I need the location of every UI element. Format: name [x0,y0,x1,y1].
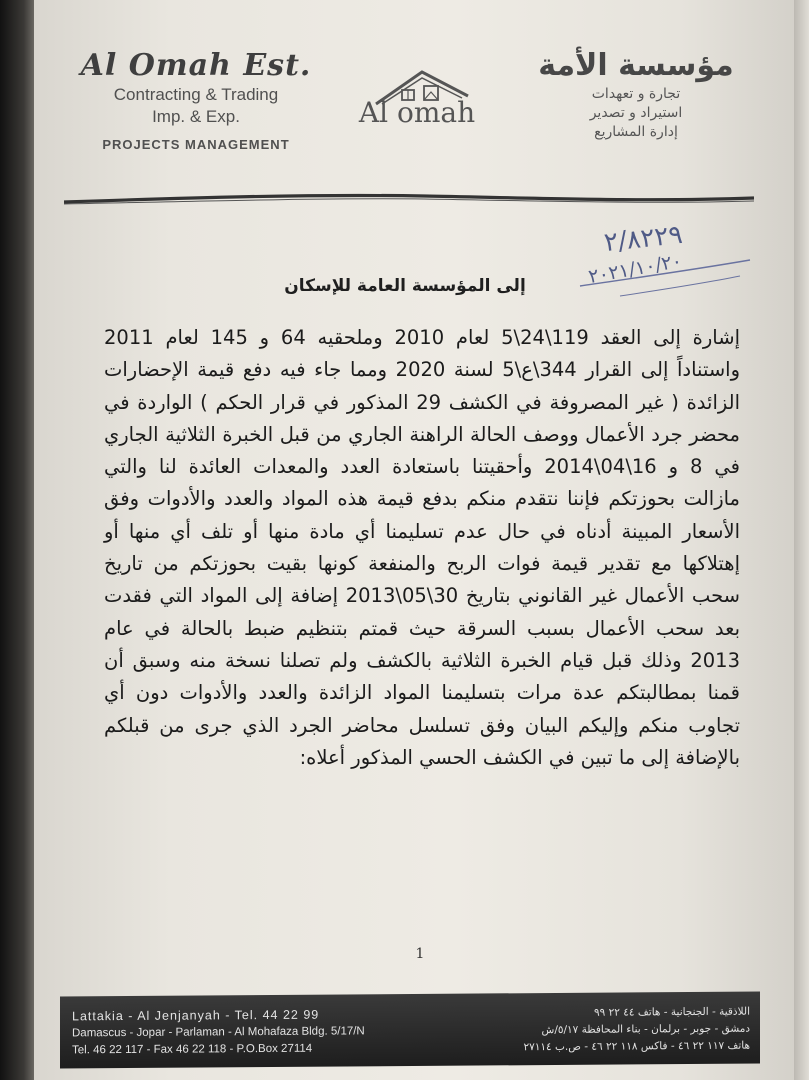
footer-lattakia-en: Lattakia - Al Jenjanyah - Tel. 44 22 99 [72,1007,320,1024]
handwritten-number: ٢/٨٢٢٩ [602,219,684,259]
recipient-line: إلى المؤسسة العامة للإسكان [284,276,526,296]
footer-lattakia-ar: اللاذقية - الجنجانية - هاتف ٤٤ ٢٢ ٩٩ [594,1005,750,1019]
company-activity-en: Contracting & Trading [113,85,279,104]
footer-phone-en: Tel. 46 22 117 - Fax 46 22 118 - P.O.Box 27114 [72,1042,313,1057]
handwritten-date: ٢٠٢١/١٠/٢٠ [586,249,684,289]
background-shadow [0,0,34,1080]
handwritten-reference [560,214,760,304]
footer-contacts-en [72,1006,402,1059]
letterhead-english [66,48,326,152]
company-name-ar: مؤسسة الأمة [538,48,734,83]
footer-damascus-ar: دمشق - جوبر - برلمان - بناء المحافظة ٥/١٧/ش [541,1022,750,1037]
footer-contacts-ar [440,1004,750,1057]
logo-text: Al omah [358,96,476,129]
letter-body: إشارة إلى العقد 119\24\5 لعام 2010 وملحقيه 64 و 145 لعام 2011 واستناداً إلى القرار 344\ع\5 لسنة 2020 ومما جاء فيه دفع قيمة الإحضارات الزائدة ( غير المصروفة في الكشف 29 المذكور في قرار الحكم ) الواردة في محضر جرد الأعمال ووصف الحالة الراهنة الجاري من قبل الخبرة الثلاثية الجاري في 8 و 16\04\2014 وأحقيتنا باستعادة العدد والمعدات العائدة لنا والتي مازالت بحوزتكم فإننا نتقدم منكم بدفع قيمة هذه المواد والعدد والأدوات وفق الأسعار المبينة أدناه في حال عدم تسليمنا أي مادة منها أو تلف أي منها أو إهتلاكها مع تقدير قيمة فوات الربح والمنفعة كونها بقيت بحوزتكم من تاريخ سحب الأعمال غير القانوني بتاريخ 30\05\2013 إضافة إلى المواد التي فقدت بعد سحب الأعمال بسبب السرقة حيث قمتم بتنظيم ضبط بالحالة في عام 2013 وذلك قبل قيام الخبرة الثلاثية بالكشف ولم تصلنا نسخة منه وسبق أن قمنا بمطالبتكم عدة مرات بتسليمنا المواد الزائدة والعدد والأدوات دون أي تجاوب منكم وإليكم البيان وفق تسلسل محاضر الجرد الذي جرى من قبلكم بالإضافة إلى ما تبين في الكشف الحسي المذكور أعلاه: [104,326,741,769]
letterhead-arabic [520,48,752,140]
company-activity-ar: تجارة و تعهدات [591,86,681,102]
company-logo [352,66,482,136]
footer-phone-ar: هاتف ١١٧ ٢٢ ٤٦ - فاكس ١١٨ ٢٢ ٤٦ - ص.ب ٢٧١١٤ [523,1039,750,1054]
company-name-en: Al Omah Est. [80,48,312,83]
page-number: 1 [415,946,425,962]
handwritten-strokes [560,214,760,304]
footer-damascus-en: Damascus - Jopar - Parlaman - Al Mohafaza Bldg. 5/17/N [72,1025,365,1040]
company-trade-ar: استيراد و تصدير [589,105,683,121]
company-division-ar: إدارة المشاريع [594,124,678,140]
company-division-en: PROJECTS MANAGEMENT [102,137,290,152]
letterhead-footer [60,992,760,1069]
company-trade-en: Imp. & Exp. [152,107,240,126]
paper-edge [794,0,809,1080]
header-divider [64,190,754,208]
